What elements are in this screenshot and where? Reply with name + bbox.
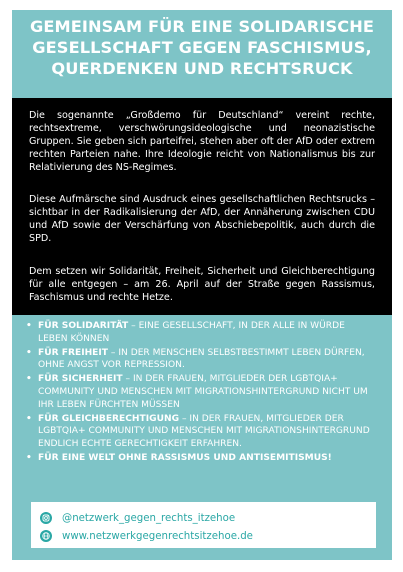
intro-paragraph-1: Die sogenannte „Großdemo für Deutschland“ vereint rechte, rechtsextreme, verschwörungsideologische und neonazistische Gruppen. Sie geben sich parteifrei, stehen aber oft der AfD oder extrem rechten Parteien nahe. Ihre Ideologie reicht von Nationalismus bis zur Relativierung des NS-Regimes. [29,110,375,173]
demand-text: – IN DER FRAUEN, MITGLIEDER DER LGBTQIA+ COMMUNITY UND MENSCHEN MIT MIGRATIONSHINTERGRUND NICHT UM IHR LEBEN FÜRCHTEN MÜSSEN [38,374,368,410]
website-row[interactable] [40,529,253,543]
list-item [24,373,374,411]
list-item [24,320,374,346]
bullet-dot: • [26,321,32,331]
contact-box [31,502,376,548]
demand-heading: FÜR SICHERHEIT [38,374,123,385]
flyer-title [12,16,392,79]
instagram-icon [40,512,52,524]
list-item [24,347,374,373]
demand-heading: FÜR GLEICHBERECHTIGUNG [38,413,180,424]
list-item [24,452,374,465]
intro-paragraph-2: Diese Aufmärsche sind Ausdruck eines gesellschaftlichen Rechtsrucks – sichtbar in der Radikalisierung der AfD, der Annäherung zwischen CDU und AfD sowie der Verschärfung von Abschiebepolitik, auch durch die SPD. [29,194,375,244]
title-line-1: GEMEINSAM FÜR EINE SOLIDARISCHE [29,17,375,36]
bullet-dot: • [26,452,32,463]
demands-list [24,320,374,466]
intro-paragraph-3: Dem setzen wir Solidarität, Freiheit, Sicherheit und Gleichberechtigung für alle entgegen – am 26. April auf der Straße gegen Rassismus, Faschismus und rechte Hetze. [29,266,375,303]
instagram-handle-link[interactable]: @netzwerk_gegen_rechts_itzehoe [62,512,236,524]
bullet-dot: • [26,347,32,358]
demand-text: – IN DER MENSCHEN SELBSTBESTIMMT LEBEN DÜRFEN, OHNE ANGST VOR REPRESSION. [38,347,365,371]
list-item [24,413,374,451]
demand-text: – EINE GESELLSCHAFT, IN DER ALLE IN WÜRDE LEBEN KÖNNEN [38,321,345,344]
intro-text-box [12,98,392,315]
title-line-2: GESELLSCHAFT GEGEN FASCHISMUS, [32,38,372,57]
demand-heading: FÜR EINE WELT OHNE RASSISMUS UND ANTISEMITISMUS! [38,452,332,463]
demand-heading: FÜR SOLIDARITÄT [38,321,129,331]
demand-text: – IN DER FRAUEN, MITGLIEDER DER LGBTQIA+ COMMUNITY UND MENSCHEN MIT MIGRATIONSHINTERGRUND ENDLICH ECHTE GERECHTIGKEIT ERFAHREN. [38,413,370,450]
title-line-3: QUERDENKEN UND RECHTSRUCK [51,59,353,78]
bullet-dot: • [26,413,32,424]
demand-heading: FÜR FREIHEIT [38,347,108,358]
globe-icon [40,530,52,542]
bullet-dot: • [26,374,32,385]
website-link[interactable]: www.netzwerkgegenrechtsitzehoe.de [62,530,253,542]
instagram-row[interactable] [40,511,235,525]
